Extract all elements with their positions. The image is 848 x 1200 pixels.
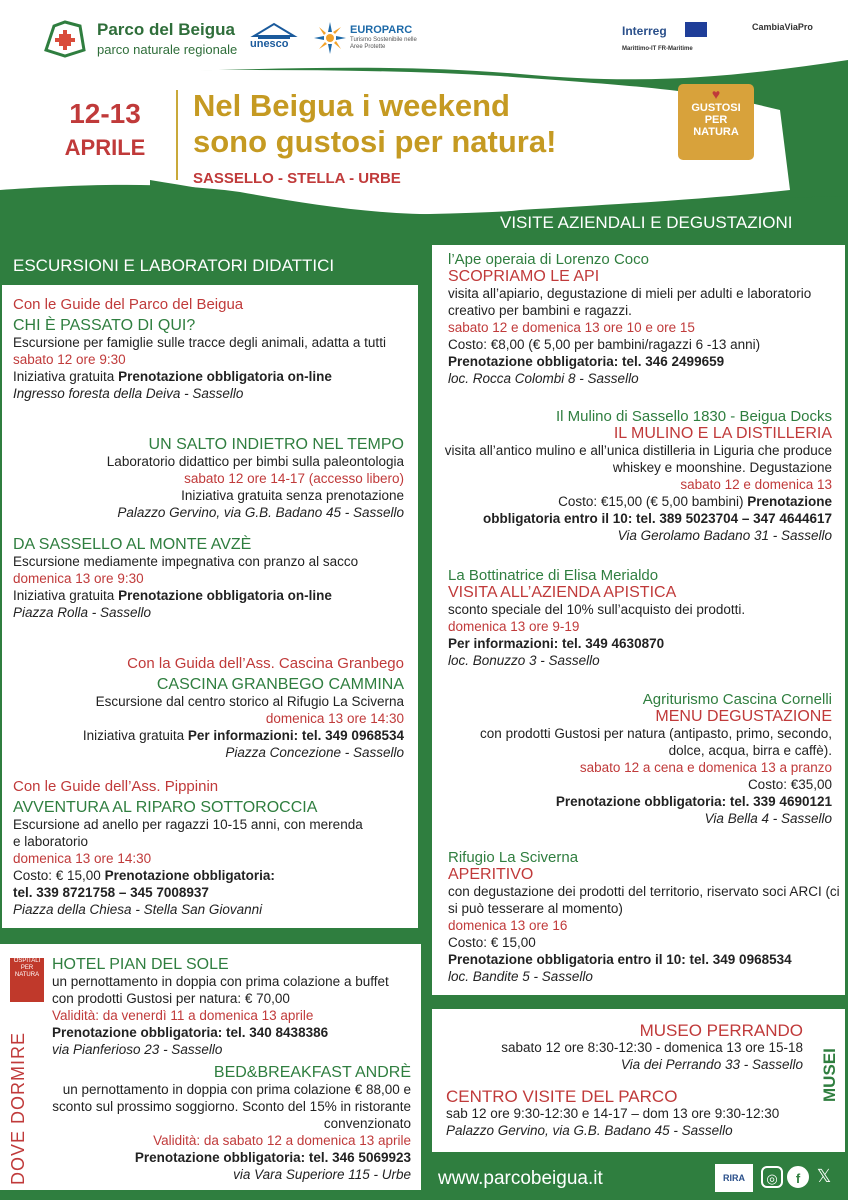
event-description: Escursione ad anello per ragazzi 10-15 anni, con merenda e laboratorio: [13, 817, 363, 849]
hotel-description: un pernottamento in doppia con prima colazione a buffet con prodotti Gustosi per natura: € 70,00: [52, 974, 389, 1006]
event-location: Piazza Concezione - Sassello: [225, 745, 404, 760]
visit-booking: Prenotazione obbligatoria: tel. 339 4690121: [555, 794, 832, 809]
event-date-month: APRILE: [64, 135, 146, 160]
museum-title: MUSEO PERRANDO: [639, 1021, 803, 1040]
visit-phone: obbligatoria entro il 10: tel. 389 5023704 – 347 4644617: [483, 511, 832, 526]
event-title: CHI È PASSATO DI QUI?: [13, 317, 196, 334]
visit-time: sabato 12 e domenica 13: [680, 477, 832, 492]
heart-icon: ♥: [711, 86, 721, 102]
visit-cost: [440, 493, 832, 510]
visit-location: Via Bella 4 - Sassello: [704, 811, 832, 826]
event-location: Piazza Rolla - Sassello: [13, 605, 152, 620]
section-title-musei: MUSEI: [820, 1048, 839, 1102]
visit-menu-degustazione: [460, 691, 832, 827]
museum-perrando: [444, 1022, 803, 1073]
event-booking: Prenotazione obbligatoria:: [104, 868, 275, 883]
event-booking: Prenotazione obbligatoria on-line: [118, 369, 332, 384]
visit-location: loc. Rocca Colombi 8 - Sassello: [448, 371, 639, 386]
visit-booking: Prenotazione obbligatoria: tel. 346 2499659: [448, 354, 725, 369]
event-cost: [13, 867, 373, 884]
event-riparo-sottoroccia: [13, 778, 373, 918]
event-location: Palazzo Gervino, via G.B. Badano 45 - Sassello: [117, 505, 404, 520]
event-time: domenica 13 ore 9:30: [13, 571, 144, 586]
event-time: sabato 12 ore 9:30: [13, 352, 126, 367]
event-title: DA SASSELLO AL MONTE AVZÈ: [13, 536, 252, 553]
event-description: Escursione per famiglie sulle tracce degli animali, adatta a tutti: [13, 335, 386, 350]
visit-cost: Costo: €35,00: [747, 777, 832, 792]
visit-description: con degustazione dei prodotti del territorio, riservato soci ARCI (ci si può tesserare al momento): [448, 884, 840, 916]
visit-location: loc. Bonuzzo 3 - Sassello: [448, 653, 600, 668]
hotel-validity: Validità: da venerdì 11 a domenica 13 aprile: [52, 1008, 314, 1023]
headline-line2: sono gustosi per natura!: [193, 124, 557, 159]
hotel-booking: Prenotazione obbligatoria: tel. 346 5069923: [134, 1150, 411, 1165]
event-title: UN SALTO INDIETRO NEL TEMPO: [148, 436, 404, 453]
headline: [193, 88, 556, 160]
park-subtitle: parco naturale regionale: [97, 42, 238, 57]
visit-time: domenica 13 ore 16: [448, 918, 568, 933]
towns: SASSELLO - STELLA - URBE: [193, 170, 401, 187]
event-info: Iniziativa gratuita senza prenotazione: [181, 488, 404, 503]
event-chi-passato: [13, 296, 411, 402]
visit-booking: Prenotazione obbligatoria entro il 10: tel. 349 0968534: [448, 952, 792, 967]
hotel-description: un pernottamento in doppia con prima colazione € 88,00 e sconto sul prossimo soggiorno. Sconto del 15% in ristorante convenzionato: [52, 1082, 411, 1131]
hotel-pian-del-sole: [52, 956, 412, 1058]
event-salto-indietro: [13, 436, 404, 521]
visit-title: MENU DEGUSTAZIONE: [655, 708, 832, 725]
museum-hours: sabato 12 ore 8:30-12:30 - domenica 13 ore 15-18: [501, 1040, 803, 1055]
visit-cost: Costo: € 15,00: [448, 935, 536, 950]
visit-title: VISITA ALL’AZIENDA APISTICA: [448, 584, 677, 601]
visit-time: domenica 13 ore 9-19: [448, 619, 580, 634]
visit-cost-value: Costo: €15,00 (€ 5,00 bambini): [558, 494, 748, 509]
visit-organizer: Rifugio La Sciverna: [448, 849, 579, 866]
visit-location: Via Gerolamo Badano 31 - Sassello: [617, 528, 832, 543]
hotel-location: via Vara Superiore 115 - Urbe: [233, 1167, 411, 1182]
visit-title: SCOPRIAMO LE API: [448, 268, 600, 285]
visit-description: con prodotti Gustosi per natura (antipasto, primo, secondo, dolce, acqua, birra e caffè).: [480, 726, 832, 758]
event-organizer: Con le Guide dell’Ass. Pippinin: [13, 778, 219, 795]
event-title: AVVENTURA AL RIPARO SOTTOROCCIA: [13, 799, 318, 816]
museum-location: Palazzo Gervino, via G.B. Badano 45 - Sassello: [446, 1123, 733, 1138]
visit-organizer: Agriturismo Cascina Cornelli: [642, 691, 832, 708]
instagram-icon[interactable]: ◎: [761, 1166, 783, 1188]
interreg-label: Interreg: [622, 24, 667, 38]
ospitali-badge: OSPITALI PER NATURA: [10, 958, 44, 1002]
visit-time: sabato 12 a cena e domenica 13 a pranzo: [579, 760, 832, 775]
event-booking: Prenotazione obbligatoria on-line: [118, 588, 332, 603]
visit-organizer: La Bottinatrice di Elisa Merialdo: [448, 567, 659, 584]
rira-logo: RIRA: [715, 1164, 753, 1192]
visit-mulino: [440, 408, 832, 544]
event-info-free: Iniziativa gratuita: [13, 588, 119, 603]
event-info: [13, 587, 393, 604]
hotel-bb-andre: [52, 1064, 411, 1183]
unesco-label: unesco: [250, 38, 289, 50]
event-description: Escursione dal centro storico al Rifugio La Sciverna: [95, 694, 404, 709]
event-cost-value: Costo: € 15,00: [13, 868, 105, 883]
visit-title: IL MULINO E LA DISTILLERIA: [613, 425, 832, 442]
event-cascina-granbego: [13, 655, 404, 761]
event-phone: tel. 339 8721758 – 345 7008937: [13, 885, 209, 900]
event-location: Ingresso foresta della Deiva - Sassello: [13, 386, 244, 401]
museum-title: CENTRO VISITE DEL PARCO: [446, 1087, 678, 1106]
visit-organizer: Il Mulino di Sassello 1830 - Beigua Docks: [556, 408, 832, 425]
hotel-title: BED&BREAKFAST ANDRÈ: [213, 1064, 411, 1081]
cambiavia-label: CambiaViaPro: [752, 22, 813, 32]
visit-description: visita all’apiario, degustazione di mieli per adulti e laboratorio creativo per bambini e ragazzi.: [448, 286, 812, 318]
visit-organizer: l’Ape operaia di Lorenzo Coco: [448, 251, 649, 268]
gustosi-badge: [678, 84, 754, 160]
visit-time: sabato 12 e domenica 13 ore 10 e ore 15: [448, 320, 695, 335]
visit-phone: Per informazioni: tel. 349 4630870: [448, 636, 665, 651]
event-info: [13, 727, 404, 744]
museum-centro-visite: [446, 1088, 816, 1139]
headline-line1: Nel Beigua i weekend: [193, 88, 510, 123]
visit-booking: Prenotazione: [747, 494, 832, 509]
museum-location: Via dei Perrando 33 - Sassello: [620, 1057, 803, 1072]
divider: [176, 90, 178, 180]
facebook-icon[interactable]: f: [787, 1166, 809, 1188]
event-title: CASCINA GRANBEGO CAMMINA: [156, 676, 404, 693]
event-organizer: Con le Guide del Parco del Beigua: [13, 296, 244, 313]
visit-description: visita all’antico mulino e all’unica distilleria in Liguria che produce whiskey e moonshine. Degustazione: [444, 443, 832, 475]
event-info: [13, 368, 411, 385]
park-name: Parco del Beigua: [97, 20, 235, 39]
visit-location: loc. Bandite 5 - Sassello: [448, 969, 593, 984]
europarc-label: EUROPARC: [350, 24, 413, 36]
event-description: Laboratorio didattico per bimbi sulla paleontologia: [106, 454, 404, 469]
x-icon[interactable]: 𝕏: [816, 1166, 832, 1186]
event-date: [50, 97, 160, 165]
gustosi-badge-label: GUSTOSI PER NATURA: [691, 102, 741, 138]
event-info-free: Iniziativa gratuita: [13, 369, 119, 384]
event-monte-avze: [13, 536, 393, 621]
section-title-visite: VISITE AZIENDALI E DEGUSTAZIONI: [500, 213, 793, 232]
event-time: domenica 13 ore 14:30: [13, 851, 152, 866]
hotel-booking: Prenotazione obbligatoria: tel. 340 8438386: [52, 1025, 329, 1040]
europarc-subtitle: Turismo Sostenibile nelle Aree Protette: [350, 37, 417, 50]
hotel-validity: Validità: da sabato 12 a domenica 13 aprile: [153, 1133, 411, 1148]
event-time: sabato 12 ore 14-17 (accesso libero): [184, 471, 404, 486]
section-title-dormire: DOVE DORMIRE: [8, 1031, 28, 1185]
event-date-days: 12-13: [69, 98, 141, 129]
museum-hours: sab 12 ore 9:30-12:30 e 14-17 – dom 13 ore 9:30-12:30: [446, 1106, 780, 1121]
event-info-free: Iniziativa gratuita: [82, 728, 188, 743]
event-description: Escursione mediamente impegnativa con pranzo al sacco: [13, 554, 359, 569]
website-link[interactable]: www.parcobeigua.it: [438, 1168, 603, 1189]
hotel-location: via Pianferioso 23 - Sassello: [52, 1042, 223, 1057]
event-time: domenica 13 ore 14:30: [265, 711, 404, 726]
visit-title: APERITIVO: [448, 866, 534, 883]
visit-azienda-apistica: [448, 567, 840, 669]
interreg-subtitle: Marittimo-IT FR-Maritime: [622, 46, 693, 52]
visit-aperitivo: [448, 849, 840, 985]
event-organizer: Con la Guida dell’Ass. Cascina Granbego: [127, 655, 404, 672]
section-title-escursioni: ESCURSIONI E LABORATORI DIDATTICI: [13, 256, 335, 275]
visit-description: sconto speciale del 10% sull’acquisto dei prodotti.: [448, 602, 746, 617]
visit-api: [448, 251, 840, 387]
visit-cost: Costo: €8,00 (€ 5,00 per bambini/ragazzi 6 -13 anni): [448, 337, 761, 352]
event-phone: Per informazioni: tel. 349 0968534: [187, 728, 404, 743]
hotel-title: HOTEL PIAN DEL SOLE: [52, 956, 229, 973]
event-location: Piazza della Chiesa - Stella San Giovanni: [13, 902, 263, 917]
